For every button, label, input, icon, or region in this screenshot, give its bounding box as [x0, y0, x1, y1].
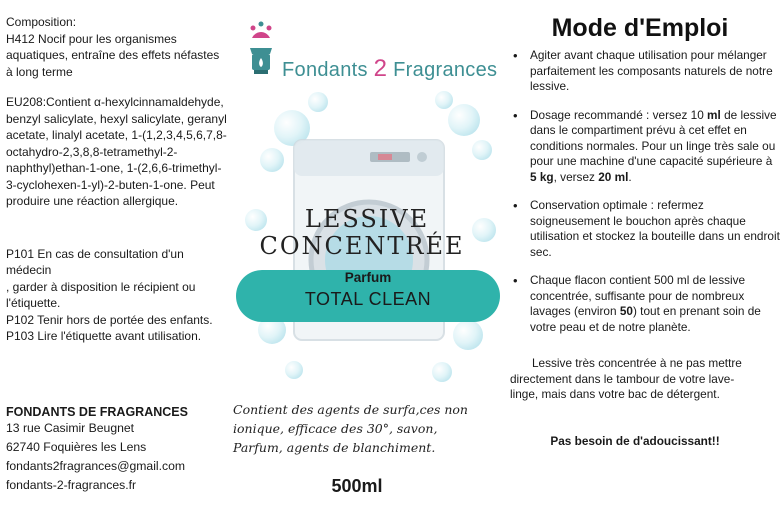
left-column: [6, 14, 228, 345]
instruction-text: Conservation optimale : refermez soigneusement le bouchon après chaque utilisation et stockez la bouteille dans un endroit sec.: [530, 198, 780, 259]
company-name: FONDANTS DE FRAGRANCES: [6, 405, 188, 419]
instruction-text: .: [628, 169, 632, 184]
eu208-text: EU208:Contient α-hexylcinnamaldehyde, benzyl salicylate, hexyl salicylate, geranyl acetate, linalyl acetate, 1-(1,2,3,4,5,6,7,8-octahydro-2,3,8,8-tetramethyl-2-naphthyl)ethan-1-one, 1-(2,6,6-trimethyl-3-cyclohexen-1-yl)-2-buten-1-one. Peut produire une réaction allergique.: [6, 95, 227, 208]
composition-text: Composition: H412 Nocif pour les organismes aquatiques, entraîne des effets néfastes à long terme: [6, 15, 220, 79]
instruction-text: ) tout en prenant soin de votre peau et de notre planète.: [530, 304, 761, 334]
brand-name-right: Fragrances: [387, 59, 498, 81]
instructions-list: [510, 48, 780, 348]
company-info: [6, 405, 228, 495]
company-city: 62740 Foquières les Lens: [6, 440, 147, 454]
instruction-item: [530, 273, 780, 335]
instruction-text: Dosage recommandé : versez 10: [530, 107, 708, 122]
brand-name: [282, 55, 497, 83]
instruction-item: [530, 48, 780, 95]
instruction-item: [530, 198, 780, 260]
brand-name-two: 2: [373, 55, 388, 82]
parfum-name: TOTAL CLEAN: [304, 289, 432, 309]
company-street: 13 rue Casimir Beugnet: [6, 421, 135, 435]
instruction-text: Chaque flacon contient 500 ml de lessive concentrée, suffisante pour de nombreux lavages (environ: [530, 273, 746, 318]
company-email: fondants2fragrances@gmail.com: [6, 459, 186, 473]
instruction-text: Agiter avant chaque utilisation pour mélanger parfaitement les composants naturels de notre lessive.: [530, 48, 773, 93]
instructions-title: Mode d'Emploi: [551, 14, 729, 42]
company-website: fondants-2-fragrances.fr: [6, 478, 137, 492]
instruction-text: de lessive dans le compartiment prévu à cet effet en conditions normales. Pour un linge très sale ou pour une machine d'une capacité supérieure à: [530, 107, 777, 168]
instruction-bold: 50: [619, 304, 633, 318]
volume-label: 500ml: [331, 476, 383, 496]
instruction-bold: 20 ml: [598, 169, 629, 184]
precaution-codes: P101 En cas de consultation d'un médecin , garder à disposition le récipient ou l'étiquette. P102 Tenir hors de portée des enfants. P103 Lire l'étiquette avant utilisation.: [6, 246, 213, 343]
product-title-line2: CONCENTRÉE: [259, 232, 465, 260]
instruction-bold: 5 kg: [530, 169, 554, 184]
brand-name-left: Fondants: [282, 59, 374, 81]
product-title-line1: LESSIVE: [304, 205, 430, 233]
instruction-text: , versez: [553, 169, 599, 184]
usage-note: Lessive très concentrée à ne pas mettre directement dans le tambour de votre lave-linge, mais dans votre bac de détergent.: [510, 356, 742, 401]
instruction-item: [530, 108, 780, 186]
softener-tagline: Pas besoin de d'adoucissant!!: [550, 434, 720, 448]
ingredients-text: Contient des agents de surfa,ces non ionique, efficace des 30°, savon, Parfum, agents de blanchiment.: [233, 402, 468, 455]
instruction-bold: ml: [707, 107, 721, 122]
parfum-label: Parfum: [344, 270, 392, 285]
